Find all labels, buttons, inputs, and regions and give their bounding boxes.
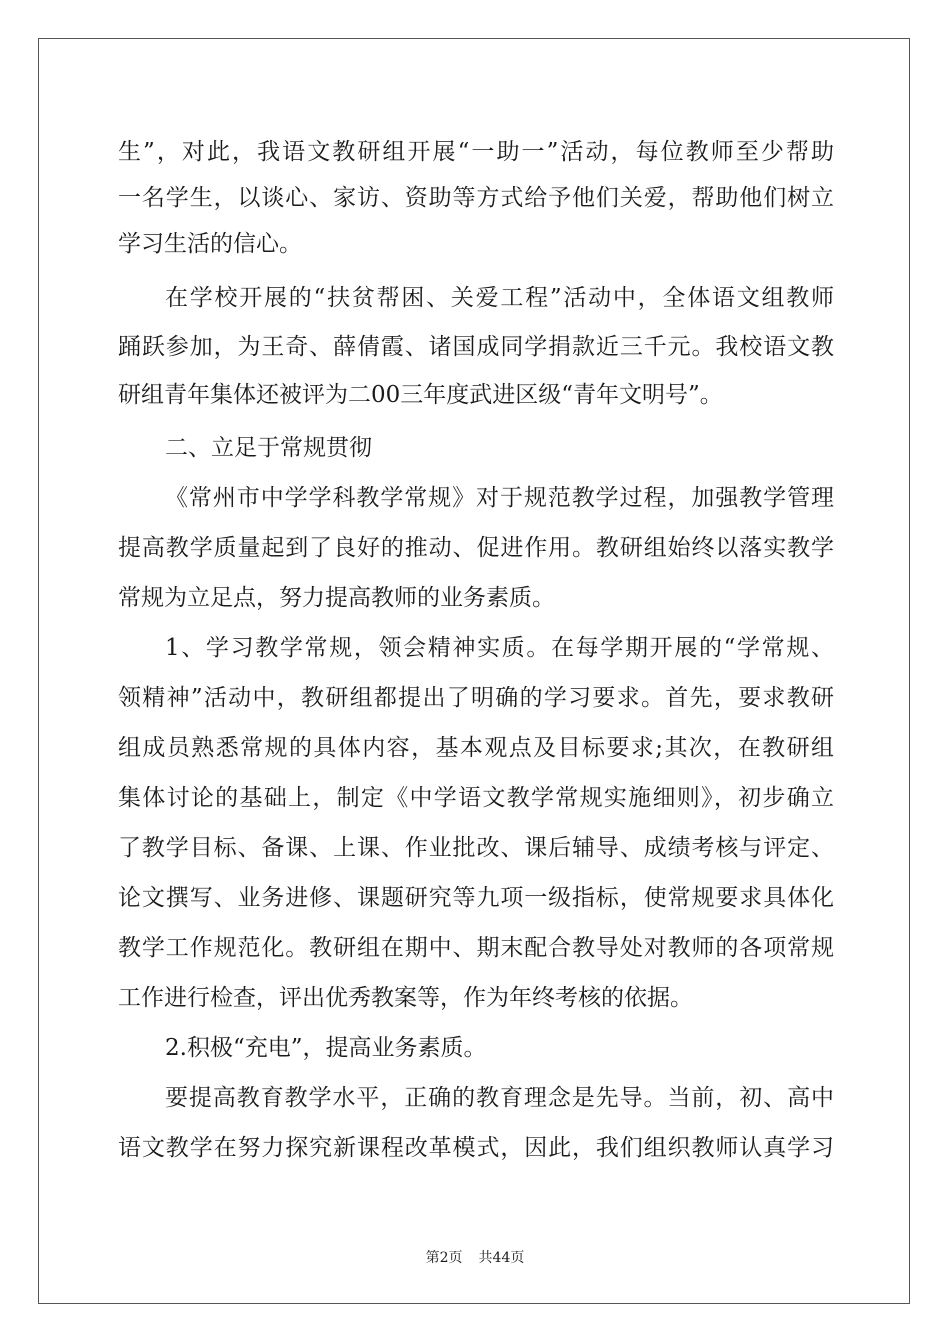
text-line: 要提高教育教学水平，正确的教育理念是先导。当前，初、高中 <box>165 1085 834 1111</box>
text-line: 集体讨论的基础上，制定《中学语文教学常规实施细则》，初步确立 <box>118 785 834 811</box>
text-line: 语文教学在努力探究新课程改革模式，因此，我们组织教师认真学习 <box>118 1135 834 1161</box>
page-number: 第2页 <box>425 1250 463 1266</box>
page-border <box>38 38 910 1304</box>
text-line: 一名学生，以谈心、家访、资助等方式给予他们关爱，帮助他们树立 <box>118 185 834 211</box>
text-line: 在学校开展的“扶贫帮困、关爱工程”活动中，全体语文组教师 <box>165 285 834 311</box>
text-line: 2.积极“充电”，提高业务素质。 <box>165 1035 487 1061</box>
text-line: 教学工作规范化。教研组在期中、期末配合教导处对教师的各项常规 <box>118 935 834 961</box>
text-line: 生”，对此，我语文教研组开展“一助一”活动，每位教师至少帮助 <box>118 139 834 165</box>
text-line: 常规为立足点，努力提高教师的业务素质。 <box>118 585 555 611</box>
text-line: 研组青年集体还被评为二00三年度武进区级“青年文明号”。 <box>118 382 723 408</box>
page-footer <box>0 1248 950 1268</box>
text-line: 《常州市中学学科教学常规》对于规范教学过程，加强教学管理 <box>165 485 834 511</box>
text-line: 论文撰写、业务进修、课题研究等九项一级指标，使常规要求具体化 <box>118 885 834 911</box>
text-line: 组成员熟悉常规的具体内容，基本观点及目标要求;其次，在教研组 <box>118 735 834 761</box>
section-heading: 二、立足于常规贯彻 <box>165 435 372 461</box>
text-line: 工作进行检查，评出优秀教案等，作为年终考核的依据。 <box>118 985 693 1011</box>
text-line: 了教学目标、备课、上课、作业批改、课后辅导、成绩考核与评定、 <box>118 835 834 861</box>
text-line: 领精神”活动中，教研组都提出了明确的学习要求。首先，要求教研 <box>118 685 834 711</box>
text-line: 学习生活的信心。 <box>118 231 302 257</box>
text-line: 踊跃参加，为王奇、薛倩霞、诸国成同学捐款近三千元。我校语文教 <box>118 334 834 360</box>
text-line: 1、学习教学常规，领会精神实质。在每学期开展的“学常规、 <box>165 635 834 661</box>
text-line: 提高教学质量起到了良好的推动、促进作用。教研组始终以落实教学 <box>118 535 834 561</box>
page-total: 共44页 <box>478 1250 525 1266</box>
